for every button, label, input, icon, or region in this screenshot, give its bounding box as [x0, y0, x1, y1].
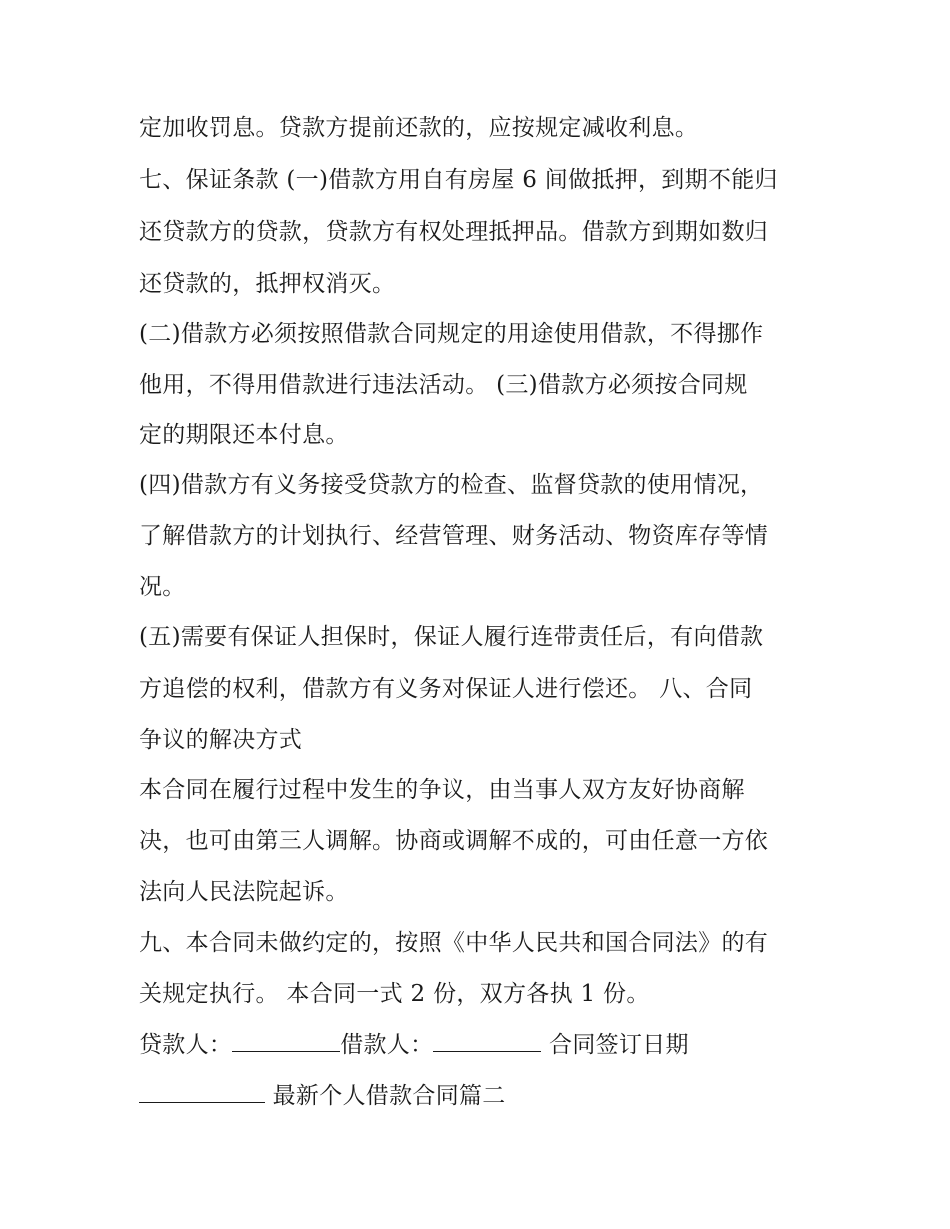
- date-label: 合同签订日期: [541, 1032, 689, 1058]
- text-line: 九、本合同未做约定的，按照《中华人民共和国合同法》的有: [139, 930, 769, 956]
- lender-blank[interactable]: [232, 1029, 340, 1052]
- next-section-title: 最新个人借款合同篇二: [265, 1083, 506, 1109]
- borrower-blank[interactable]: [433, 1029, 541, 1052]
- text-line: 定的期限还本付息。: [139, 422, 349, 448]
- date-blank[interactable]: [139, 1080, 265, 1103]
- text-line: 决，也可由第三人调解。协商或调解不成的，可由任意一方依: [139, 828, 769, 854]
- text-line: 法向人民法院起诉。: [139, 879, 349, 905]
- text-line: 还贷款方的贷款，贷款方有权处理抵押品。借款方到期如数归: [139, 219, 769, 245]
- text-line: 定加收罚息。贷款方提前还款的，应按规定减收利息。: [139, 115, 699, 141]
- text-line: 了解借款方的计划执行、经营管理、财务活动、物资库存等情: [139, 523, 769, 549]
- lender-label: 贷款人：: [139, 1032, 233, 1058]
- text-line: (二)借款方必须按照借款合同规定的用途使用借款，不得挪作: [139, 321, 764, 347]
- text-line: 况。: [139, 574, 186, 600]
- text-line: (五)需要有保证人担保时，保证人履行连带责任后，有向借款: [139, 624, 764, 650]
- text-line: 方追偿的权利，借款方有义务对保证人进行偿还。 八、合同: [139, 676, 753, 702]
- text-line: 争议的解决方式: [139, 727, 303, 753]
- text-line: 本合同在履行过程中发生的争议，由当事人双方友好协商解: [139, 777, 745, 803]
- text-line: 关规定执行。 本合同一式 2 份，双方各执 1 份。: [139, 981, 650, 1007]
- text-line: 还贷款的，抵押权消灭。: [139, 271, 396, 297]
- text-line: 七、保证条款 (一)借款方用自有房屋 6 间做抵押，到期不能归: [139, 167, 778, 193]
- text-line: 他用，不得用借款进行违法活动。 (三)借款方必须按合同规: [139, 372, 748, 398]
- text-line: (四)借款方有义务接受贷款方的检查、监督贷款的使用情况，: [139, 472, 764, 498]
- final-line: [139, 1080, 506, 1111]
- borrower-label: 借款人：: [340, 1032, 434, 1058]
- signature-line: [139, 1029, 689, 1060]
